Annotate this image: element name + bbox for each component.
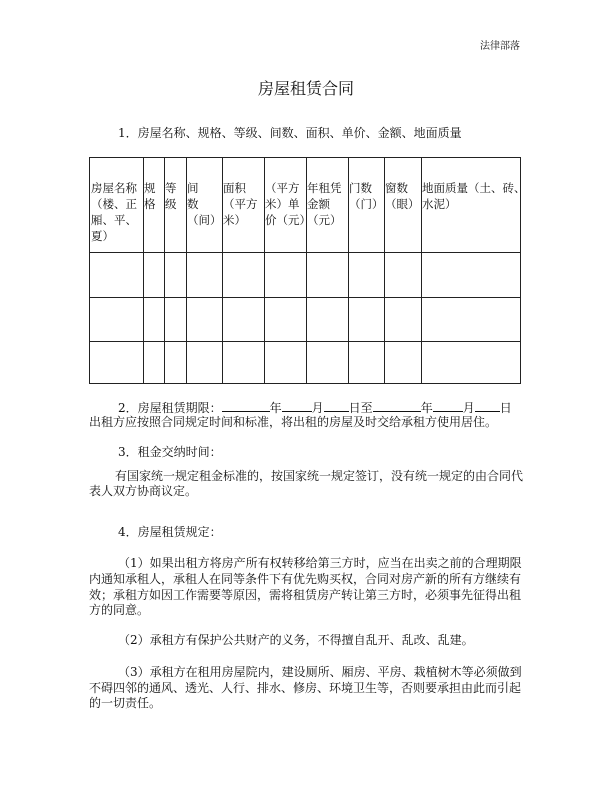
month-label: 月 <box>462 401 475 415</box>
section-3-line: 表人双方协商议定。 <box>89 484 198 498</box>
header-text-line: 间 <box>187 181 199 195</box>
header-text-line: 数 <box>187 197 199 211</box>
table-header-cell <box>144 180 156 212</box>
header-text-line: 等 <box>165 181 177 195</box>
end-year-blank[interactable] <box>373 400 421 412</box>
table-header-cell <box>165 180 177 212</box>
header-text-line: （楼、正 <box>91 197 137 211</box>
table-header-cell <box>265 180 311 228</box>
table-cell[interactable] <box>421 341 522 385</box>
table-cell[interactable] <box>222 297 264 341</box>
table-cell[interactable] <box>348 341 384 385</box>
table-cell[interactable] <box>348 252 384 296</box>
start-month-blank[interactable] <box>282 400 312 412</box>
item-3-line: 不碍四邻的通风、透光、人行、排水、修房、环境卫生等，否则要承担由此而引起 <box>89 681 522 695</box>
table-cell[interactable] <box>421 297 522 341</box>
header-text-line: （眼） <box>385 197 420 211</box>
table-cell[interactable] <box>164 297 186 341</box>
table-cell[interactable] <box>186 252 222 296</box>
table-header-cell <box>223 180 258 228</box>
header-text-line: 价（元） <box>265 213 311 227</box>
header-text-line: 规 <box>144 181 156 195</box>
item-1-line: 效；承租方如因工作需要等原因，需将租赁房产转让第三方时，必须事先征得出租 <box>89 588 522 602</box>
table-cell[interactable] <box>90 252 143 296</box>
table-cell[interactable] <box>306 252 348 296</box>
table-cell[interactable] <box>164 252 186 296</box>
table-cell[interactable] <box>384 341 421 385</box>
table-cell[interactable] <box>348 297 384 341</box>
header-text-line: 门数 <box>349 181 372 195</box>
table-cell[interactable] <box>306 297 348 341</box>
item-3-line: （3）承租方在租用房屋院内，建设厕所、厢房、平房、栽植树木等必须做到 <box>118 665 522 679</box>
header-text-line: 夏） <box>91 229 114 243</box>
end-day-blank[interactable] <box>475 400 500 412</box>
table-cell[interactable] <box>164 341 186 385</box>
table-header-cell <box>422 180 526 212</box>
document-title: 房屋租赁合同 <box>257 79 354 98</box>
item-1-line: 内通知承租人，承租人在同等条件下有优先购买权，合同对房产新的所有方继续有 <box>89 572 522 586</box>
header-text-line: 水泥） <box>422 197 457 211</box>
lease-term-label: 2．房屋租赁期限： <box>118 401 222 415</box>
table-cell[interactable] <box>186 341 222 385</box>
item-3-line: 的一切责任。 <box>89 696 162 710</box>
table-cell[interactable] <box>264 341 306 385</box>
header-brand: 法律部落 <box>480 41 520 52</box>
day-label: 日 <box>499 401 512 415</box>
section-2-line-2: 出租方应按照合同规定时间和标准，将出租的房屋及时交给承租方使用居住。 <box>89 415 498 429</box>
table-cell[interactable] <box>384 252 421 296</box>
month-label: 月 <box>311 401 324 415</box>
table-cell[interactable] <box>143 297 164 341</box>
header-text-line: 级 <box>165 197 177 211</box>
start-day-blank[interactable] <box>324 400 349 412</box>
day-to-label: 日至 <box>348 401 373 415</box>
section-4-heading: 4．房屋租赁规定： <box>118 525 222 539</box>
table-cell[interactable] <box>264 297 306 341</box>
section-3-line: 有国家统一规定租金标准的，按国家统一规定签订，没有统一规定的由合同代 <box>115 469 524 483</box>
table-cell[interactable] <box>143 252 164 296</box>
header-text-line: 房屋名称 <box>91 181 137 195</box>
header-text-line: （间） <box>187 213 222 227</box>
header-text-line: 金额 <box>307 197 330 211</box>
header-text-line: 地面质量（土、砖、 <box>422 181 526 195</box>
header-text-line: 厢、平、 <box>91 213 137 227</box>
table-cell[interactable] <box>222 341 264 385</box>
table-header-cell <box>385 180 420 212</box>
header-text-line: 面积 <box>223 181 246 195</box>
table-cell[interactable] <box>186 297 222 341</box>
table-cell[interactable] <box>306 341 348 385</box>
header-text-line: （平方 <box>223 197 258 211</box>
header-text-line: 年租凭 <box>307 181 342 195</box>
start-year-blank[interactable] <box>222 400 270 412</box>
table-cell[interactable] <box>421 252 522 296</box>
lease-term-line <box>118 400 512 416</box>
header-text-line: 格 <box>144 197 156 211</box>
table-cell[interactable] <box>90 341 143 385</box>
table-cell[interactable] <box>90 297 143 341</box>
table-cell[interactable] <box>384 297 421 341</box>
table-cell[interactable] <box>143 341 164 385</box>
section-1-heading: 1．房屋名称、规格、等级、间数、面积、单价、金额、地面质量 <box>118 126 462 140</box>
section-3-heading: 3．租金交纳时间： <box>118 445 222 459</box>
header-text-line: （平方 <box>265 181 300 195</box>
table-header-cell <box>349 180 384 212</box>
table-header-cell <box>91 180 137 244</box>
end-month-blank[interactable] <box>433 400 463 412</box>
year-label: 年 <box>420 401 433 415</box>
header-text-line: 米）单 <box>265 197 300 211</box>
item-1-line: （1）如果出租方将房产所有权转移给第三方时，应当在出卖之前的合理期限 <box>118 556 522 570</box>
property-table <box>89 157 526 384</box>
header-text-line: （元） <box>307 213 342 227</box>
header-text-line: （门） <box>349 197 384 211</box>
table-cell[interactable] <box>264 252 306 296</box>
table-header-cell <box>187 180 222 228</box>
header-text-line: 米） <box>223 213 246 227</box>
table-cell[interactable] <box>222 252 264 296</box>
item-2-line: （2）承租方有保护公共财产的义务，不得擅自乱开、乱改、乱建。 <box>118 633 474 647</box>
header-text-line: 窗数 <box>385 181 408 195</box>
year-label: 年 <box>269 401 282 415</box>
item-1-line: 方的同意。 <box>89 603 150 617</box>
table-header-cell <box>307 180 342 228</box>
